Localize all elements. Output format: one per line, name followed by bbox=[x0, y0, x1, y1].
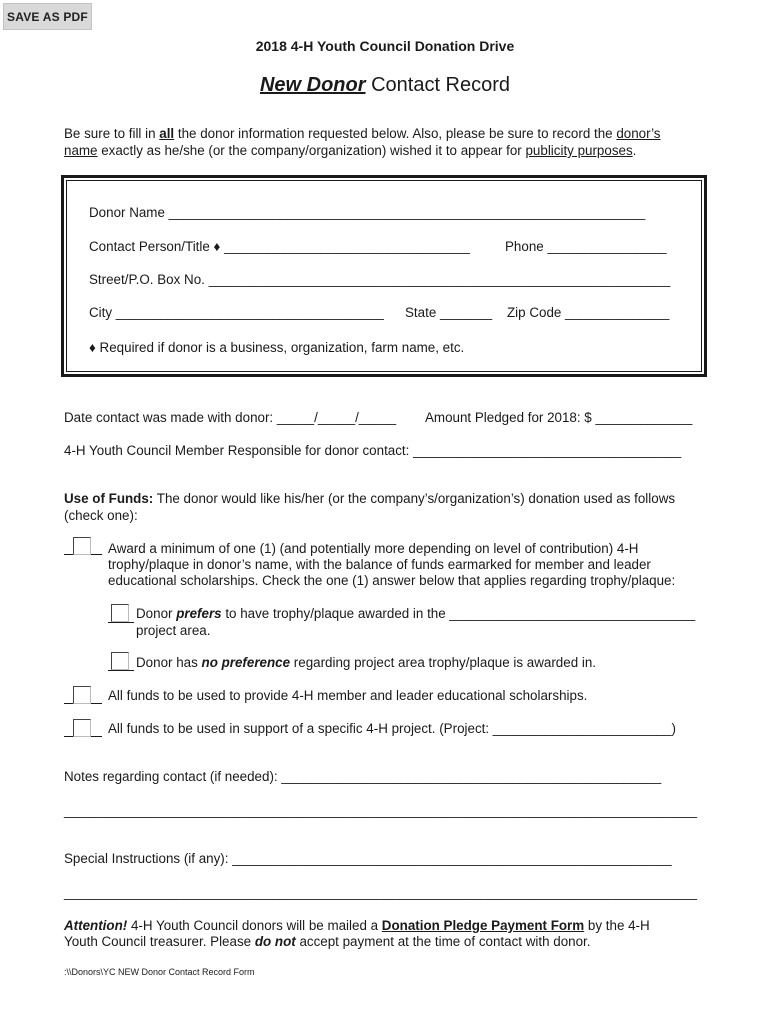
footer-file-path: :\\Donors\YC NEW Donor Contact Record Form bbox=[64, 967, 255, 977]
street-field[interactable]: Street/P.O. Box No. ______________________________________________________________ bbox=[89, 272, 671, 287]
intro-text: exactly as he/she (or the company/organization) wished it to appear for bbox=[97, 143, 526, 158]
use-of-funds-intro: The donor would like his/her (or the company’s/organization’s) donation used as follows bbox=[153, 491, 676, 506]
sub-option-prefers-text bbox=[136, 606, 695, 621]
sub-option-text: Donor has bbox=[136, 655, 202, 670]
sub-option-text: Donor bbox=[136, 606, 177, 621]
notes-field-line-2[interactable]: _____________________________________________________________________________________ bbox=[64, 803, 698, 818]
drive-title: 2018 4-H Youth Council Donation Drive bbox=[255, 38, 515, 54]
special-instructions-field[interactable]: Special Instructions (if any): ___________________________________________________________ bbox=[64, 851, 672, 866]
contact-person-field[interactable]: Contact Person/Title ♦ _________________________________ bbox=[89, 239, 470, 254]
intro-line-1 bbox=[64, 126, 661, 141]
member-responsible-field[interactable]: 4-H Youth Council Member Responsible for donor contact: ____________________________________ bbox=[64, 443, 682, 458]
option-trophy-text-2: trophy/plaque in donor’s name, with the balance of funds earmarked for member and leader bbox=[108, 557, 651, 572]
use-of-funds-line-2: (check one): bbox=[64, 508, 138, 523]
sub-option-no-preference-emphasis: no preference bbox=[201, 655, 291, 670]
intro-text: . bbox=[632, 143, 637, 158]
record-title-rest: Contact Record bbox=[365, 74, 511, 96]
do-not-emphasis: do not bbox=[254, 934, 296, 949]
checkbox-underline bbox=[108, 622, 134, 623]
record-title-emphasis: New Donor bbox=[259, 74, 366, 96]
pledge-form-name: Donation Pledge Payment Form bbox=[381, 918, 585, 933]
attention-text: by the 4-H bbox=[584, 918, 650, 933]
attention-label: Attention! bbox=[64, 918, 128, 933]
option-scholarships-checkbox[interactable] bbox=[73, 686, 91, 704]
checkbox-underline bbox=[108, 670, 134, 671]
sub-option-prefers-text-2: project area. bbox=[136, 623, 211, 638]
intro-text: Be sure to fill in bbox=[64, 126, 160, 141]
sub-option-no-preference-text bbox=[136, 655, 596, 670]
donor-name-field[interactable]: Donor Name ________________________________________________________________ bbox=[89, 205, 646, 220]
record-title bbox=[0, 74, 770, 97]
state-field[interactable]: State _______ bbox=[405, 305, 493, 320]
use-of-funds-line-1 bbox=[64, 491, 675, 506]
intro-all: all bbox=[159, 126, 175, 141]
sub-option-text: regarding project area trophy/plaque is awarded in. bbox=[290, 655, 597, 670]
date-contact-field[interactable]: Date contact was made with donor: _____/_____/_____ bbox=[64, 410, 397, 425]
required-note: ♦ Required if donor is a business, organization, farm name, etc. bbox=[89, 340, 465, 355]
intro-donors: donor’s bbox=[616, 126, 661, 141]
option-scholarships-text: All funds to be used to provide 4-H member and leader educational scholarships. bbox=[108, 688, 588, 703]
option-trophy-text-1: Award a minimum of one (1) (and potentially more depending on level of contribution) 4-H bbox=[108, 541, 639, 556]
amount-pledged-field[interactable]: Amount Pledged for 2018: $ _____________ bbox=[425, 410, 693, 425]
attention-text: Youth Council treasurer. Please bbox=[64, 934, 255, 949]
city-field[interactable]: City ____________________________________ bbox=[89, 305, 384, 320]
intro-line-2 bbox=[64, 143, 636, 158]
special-instructions-line-2[interactable]: _____________________________________________________________________________________ bbox=[64, 885, 698, 900]
attention-line-2 bbox=[64, 934, 590, 949]
sub-option-no-preference-checkbox[interactable] bbox=[111, 652, 129, 670]
attention-text: 4-H Youth Council donors will be mailed a bbox=[127, 918, 382, 933]
intro-publicity: publicity purposes bbox=[525, 143, 633, 158]
phone-field[interactable]: Phone ________________ bbox=[505, 239, 667, 254]
use-of-funds-label: Use of Funds: bbox=[64, 491, 154, 506]
sub-option-prefers-emphasis: prefers bbox=[176, 606, 222, 621]
notes-field[interactable]: Notes regarding contact (if needed): ___________________________________________________ bbox=[64, 769, 662, 784]
save-as-pdf-button[interactable]: SAVE AS PDF bbox=[3, 3, 92, 30]
intro-text: the donor information requested below. Also, please be sure to record the bbox=[174, 126, 617, 141]
sub-option-prefers-checkbox[interactable] bbox=[111, 604, 129, 622]
project-area-field[interactable]: to have trophy/plaque awarded in the _________________________________ bbox=[221, 606, 696, 621]
attention-line-1 bbox=[64, 918, 650, 933]
option-trophy-text-3: educational scholarships. Check the one (1) answer below that applies regarding trophy/plaque: bbox=[108, 573, 676, 588]
option-trophy-checkbox[interactable] bbox=[73, 537, 91, 555]
attention-text: accept payment at the time of contact with donor. bbox=[295, 934, 591, 949]
option-project-checkbox[interactable] bbox=[73, 719, 91, 737]
intro-name: name bbox=[64, 143, 98, 158]
option-project-text[interactable]: All funds to be used in support of a specific 4-H project. (Project: ________________________) bbox=[108, 721, 676, 736]
zip-field[interactable]: Zip Code ______________ bbox=[507, 305, 670, 320]
